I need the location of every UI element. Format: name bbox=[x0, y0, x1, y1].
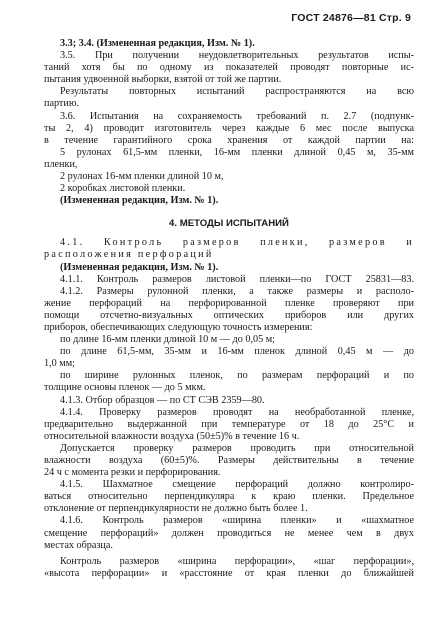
text-line: Контроль размеров «ширина перфорации», «шаг перфорации», bbox=[60, 555, 414, 567]
text-line: пленки, bbox=[44, 158, 78, 170]
text-line: по ширине рулонных пленок, по размерам перфораций и по bbox=[60, 370, 414, 382]
text-line: предварительно выдержанной при температуре от 18 до 25°С и bbox=[44, 418, 414, 430]
text-line: 4.1.4. Проверку размеров проводят на необработанной пленке, bbox=[60, 406, 414, 418]
text-line: 2 рулонах 16-мм пленки длиной 10 м, bbox=[60, 171, 224, 183]
text-line: 4.1.2. Размеры рулонной пленки, а также размеры и располо- bbox=[60, 285, 414, 297]
text-line: смещение перфораций» должен проводиться не менее чем в двух bbox=[44, 527, 414, 539]
text-line: приборов, обеспечивающих следующую точность измерения: bbox=[44, 321, 313, 333]
text-line: толщине основы пленок — до 5 мкм. bbox=[44, 382, 206, 394]
page-header: ГОСТ 24876—81 Стр. 9 bbox=[291, 12, 411, 24]
text-line: относительной влажности воздуха (50±5)% в течение 16 ч. bbox=[44, 430, 300, 442]
page-content bbox=[44, 38, 414, 580]
text-line: по длине 61,5-мм, 35-мм и 16-мм пленок длиной 0,45 м — до bbox=[60, 346, 414, 358]
text-line: таний хотя бы по одному из показателей проводят повторные ис- bbox=[44, 62, 414, 74]
text-line: отклонение от перпендикулярности не должно быть более 1. bbox=[44, 503, 308, 515]
text-line: 24 ч с момента резки и перфорирования. bbox=[44, 467, 221, 479]
text-line: 5 рулонах 61,5-мм пленки, 16-мм пленки длиной 0,45 м, 35-мм bbox=[60, 146, 414, 158]
text-line: в течение гарантийного срока хранения от каждой партии на: bbox=[44, 134, 414, 146]
text-line: местах образца. bbox=[44, 539, 113, 551]
text-line: (Измененная редакция, Изм. № 1). bbox=[60, 261, 219, 273]
text-line: влажности воздуха (60±5)%. Размеры действительны в течение bbox=[44, 455, 414, 466]
text-line: расположения перфораций bbox=[44, 249, 214, 261]
text-line: 1,0 мм; bbox=[44, 358, 76, 370]
text-line: 4.1.6. Контроль размеров «ширина пленки» и «шахматное bbox=[60, 515, 414, 527]
text-line: Допускается проверку размеров проводить при относительной bbox=[60, 442, 414, 454]
text-line: пытания удвоенной выборки, взятой от той же партии. bbox=[44, 74, 282, 86]
text-line: 4.1.5. Шахматное смещение перфораций должно контролиро- bbox=[60, 479, 414, 491]
text-line: 3.5. При получении неудовлетворительных результатов испы- bbox=[60, 50, 414, 62]
text-line: 4.1. Контроль размеров пленки, размеров и bbox=[60, 237, 414, 249]
text-line: (Измененная редакция, Изм. № 1). bbox=[60, 195, 219, 207]
text-line: 4.1.3. Отбор образцов — по СТ СЭВ 2359—80. bbox=[60, 394, 265, 406]
text-line: помощи отсчетно-визуальных оптических приборов или других bbox=[44, 309, 414, 321]
text-line: 3.6. Испытания на сохраняемость требований п. 2.7 (подпунк- bbox=[60, 110, 414, 122]
text-line: по длине 16-мм пленки длиной 10 м — до 0,05 м; bbox=[60, 334, 276, 346]
text-line: партию. bbox=[44, 98, 79, 110]
text-line: ты 2, 4) проводит изготовитель через каждые 6 мес после выпуска bbox=[44, 122, 414, 134]
text-line: 3.3; 3.4. (Измененная редакция, Изм. № 1). bbox=[60, 38, 255, 49]
text-line: 4.1.1. Контроль размеров листовой пленки—по ГОСТ 25831—83. bbox=[60, 273, 414, 285]
section-heading: 4. МЕТОДЫ ИСПЫТАНИЙ bbox=[169, 218, 289, 230]
text-line: «высота перфорации» и «расстояние от края пленки до ближайшей bbox=[44, 567, 414, 579]
text-line: ваться относительно перпендикуляра к краю пленки. Предельное bbox=[44, 491, 414, 503]
text-line: жение перфораций на перфорированной пленке проверяют при bbox=[44, 297, 414, 309]
text-line: 2 коробках листовой пленки. bbox=[60, 183, 186, 195]
text-line: Результаты повторных испытаний распространяются на всю bbox=[60, 86, 414, 98]
